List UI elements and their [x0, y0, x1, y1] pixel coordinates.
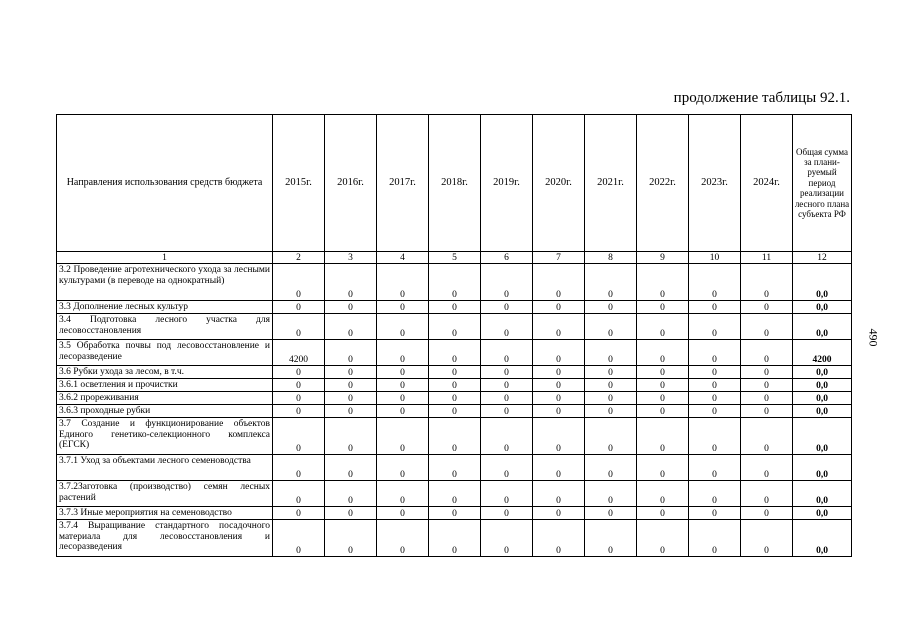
row-total-cell: 4200: [793, 340, 852, 366]
year-value-cell: 0: [377, 455, 429, 481]
year-value-cell: 0: [741, 366, 793, 379]
year-value-cell: 0: [585, 405, 637, 418]
column-number: 11: [741, 252, 793, 264]
year-value-cell: 0: [533, 507, 585, 520]
year-value-cell: 0: [533, 366, 585, 379]
column-number-row: [57, 252, 852, 264]
year-value-cell: 0: [325, 379, 377, 392]
year-value-cell: 0: [637, 405, 689, 418]
header-year: 2022г.: [637, 115, 689, 252]
row-total-cell: 0,0: [793, 301, 852, 314]
year-value-cell: 0: [325, 520, 377, 557]
year-value-cell: 0: [689, 264, 741, 301]
header-year: 2023г.: [689, 115, 741, 252]
header-year: 2020г.: [533, 115, 585, 252]
year-value-cell: 0: [533, 455, 585, 481]
table-continuation-caption: продолжение таблицы 92.1.: [673, 90, 850, 106]
year-value-cell: 0: [741, 301, 793, 314]
year-value-cell: 0: [689, 379, 741, 392]
header-year: 2016г.: [325, 115, 377, 252]
year-value-cell: 0: [273, 379, 325, 392]
header-year: 2015г.: [273, 115, 325, 252]
row-direction-label: 3.6.3 проходные рубки: [57, 405, 273, 418]
year-value-cell: 0: [637, 379, 689, 392]
year-value-cell: 0: [377, 264, 429, 301]
column-number: 3: [325, 252, 377, 264]
year-value-cell: 0: [533, 301, 585, 314]
table-row: [57, 392, 852, 405]
year-value-cell: 0: [325, 455, 377, 481]
year-value-cell: 0: [637, 455, 689, 481]
year-value-cell: 0: [377, 481, 429, 507]
year-value-cell: 0: [325, 301, 377, 314]
table-row: [57, 481, 852, 507]
year-value-cell: 0: [741, 455, 793, 481]
table-row: [57, 366, 852, 379]
year-value-cell: 0: [481, 520, 533, 557]
year-value-cell: 0: [377, 301, 429, 314]
year-value-cell: 0: [481, 301, 533, 314]
table-row: [57, 379, 852, 392]
year-value-cell: 4200: [273, 340, 325, 366]
year-value-cell: 0: [585, 455, 637, 481]
column-number: 4: [377, 252, 429, 264]
table-row: [57, 340, 852, 366]
page-number: 490: [866, 328, 881, 347]
row-direction-label: 3.6 Рубки ухода за лесом, в т.ч.: [57, 366, 273, 379]
year-value-cell: 0: [273, 481, 325, 507]
year-value-cell: 0: [429, 379, 481, 392]
year-value-cell: 0: [637, 340, 689, 366]
year-value-cell: 0: [273, 264, 325, 301]
year-value-cell: 0: [325, 481, 377, 507]
year-value-cell: 0: [429, 520, 481, 557]
year-value-cell: 0: [689, 392, 741, 405]
year-value-cell: 0: [429, 264, 481, 301]
table-row: [57, 520, 852, 557]
year-value-cell: 0: [689, 314, 741, 340]
year-value-cell: 0: [689, 418, 741, 455]
year-value-cell: 0: [481, 405, 533, 418]
row-direction-label: 3.7 Создание и функционирование объектов Единого генетико-селекционного комплекса (ЕГСК): [57, 418, 273, 455]
year-value-cell: 0: [637, 264, 689, 301]
row-direction-label: 3.6.2 прореживания: [57, 392, 273, 405]
year-value-cell: 0: [273, 392, 325, 405]
header-row: [57, 115, 852, 252]
year-value-cell: 0: [637, 366, 689, 379]
table-row: [57, 314, 852, 340]
year-value-cell: 0: [585, 520, 637, 557]
year-value-cell: 0: [585, 314, 637, 340]
table-row: [57, 507, 852, 520]
year-value-cell: 0: [325, 392, 377, 405]
year-value-cell: 0: [325, 405, 377, 418]
year-value-cell: 0: [741, 418, 793, 455]
year-value-cell: 0: [637, 301, 689, 314]
column-number: 12: [793, 252, 852, 264]
year-value-cell: 0: [481, 314, 533, 340]
year-value-cell: 0: [429, 301, 481, 314]
table-row: [57, 455, 852, 481]
year-value-cell: 0: [585, 481, 637, 507]
year-value-cell: 0: [741, 314, 793, 340]
year-value-cell: 0: [481, 507, 533, 520]
year-value-cell: 0: [741, 340, 793, 366]
year-value-cell: 0: [689, 405, 741, 418]
header-direction: Направления использования средств бюджета: [57, 115, 273, 252]
year-value-cell: 0: [273, 366, 325, 379]
year-value-cell: 0: [533, 379, 585, 392]
year-value-cell: 0: [429, 366, 481, 379]
table-row: [57, 418, 852, 455]
year-value-cell: 0: [481, 418, 533, 455]
year-value-cell: 0: [637, 520, 689, 557]
year-value-cell: 0: [637, 481, 689, 507]
year-value-cell: 0: [481, 264, 533, 301]
row-direction-label: 3.7.3 Иные мероприятия на семеноводство: [57, 507, 273, 520]
year-value-cell: 0: [585, 366, 637, 379]
header-year: 2021г.: [585, 115, 637, 252]
year-value-cell: 0: [481, 455, 533, 481]
row-total-cell: 0,0: [793, 455, 852, 481]
year-value-cell: 0: [273, 314, 325, 340]
column-number: 6: [481, 252, 533, 264]
year-value-cell: 0: [533, 418, 585, 455]
header-year: 2024г.: [741, 115, 793, 252]
year-value-cell: 0: [325, 264, 377, 301]
year-value-cell: 0: [325, 366, 377, 379]
year-value-cell: 0: [689, 455, 741, 481]
row-total-cell: 0,0: [793, 507, 852, 520]
row-direction-label: 3.3 Дополнение лесных культур: [57, 301, 273, 314]
column-number: 5: [429, 252, 481, 264]
year-value-cell: 0: [689, 481, 741, 507]
year-value-cell: 0: [273, 455, 325, 481]
row-total-cell: 0,0: [793, 379, 852, 392]
year-value-cell: 0: [741, 405, 793, 418]
year-value-cell: 0: [273, 507, 325, 520]
table-row: [57, 301, 852, 314]
budget-table: [56, 114, 852, 557]
year-value-cell: 0: [689, 520, 741, 557]
row-total-cell: 0,0: [793, 366, 852, 379]
year-value-cell: 0: [585, 507, 637, 520]
year-value-cell: 0: [533, 405, 585, 418]
year-value-cell: 0: [585, 301, 637, 314]
row-direction-label: 3.2 Проведение агротехнического ухода за лесными культурами (в переводе на однократный): [57, 264, 273, 301]
year-value-cell: 0: [377, 520, 429, 557]
year-value-cell: 0: [533, 392, 585, 405]
year-value-cell: 0: [429, 314, 481, 340]
year-value-cell: 0: [481, 481, 533, 507]
year-value-cell: 0: [533, 264, 585, 301]
table-row: [57, 264, 852, 301]
row-direction-label: 3.7.2Заготовка (производство) семян лесных растений: [57, 481, 273, 507]
year-value-cell: 0: [273, 301, 325, 314]
year-value-cell: 0: [689, 366, 741, 379]
row-total-cell: 0,0: [793, 314, 852, 340]
year-value-cell: 0: [741, 507, 793, 520]
column-number: 2: [273, 252, 325, 264]
year-value-cell: 0: [325, 340, 377, 366]
column-number: 9: [637, 252, 689, 264]
year-value-cell: 0: [585, 340, 637, 366]
year-value-cell: 0: [585, 264, 637, 301]
year-value-cell: 0: [637, 392, 689, 405]
header-year: 2019г.: [481, 115, 533, 252]
row-total-cell: 0,0: [793, 392, 852, 405]
year-value-cell: 0: [585, 379, 637, 392]
year-value-cell: 0: [377, 405, 429, 418]
year-value-cell: 0: [377, 314, 429, 340]
year-value-cell: 0: [273, 405, 325, 418]
year-value-cell: 0: [637, 418, 689, 455]
year-value-cell: 0: [481, 379, 533, 392]
year-value-cell: 0: [585, 392, 637, 405]
row-total-cell: 0,0: [793, 418, 852, 455]
year-value-cell: 0: [533, 314, 585, 340]
table-body: [57, 252, 852, 557]
year-value-cell: 0: [273, 418, 325, 455]
year-value-cell: 0: [429, 405, 481, 418]
year-value-cell: 0: [741, 520, 793, 557]
year-value-cell: 0: [689, 507, 741, 520]
year-value-cell: 0: [637, 314, 689, 340]
year-value-cell: 0: [377, 366, 429, 379]
row-direction-label: 3.7.4 Выращивание стандартного посадочного материала для лесовосстановления и лесоразведения: [57, 520, 273, 557]
year-value-cell: 0: [481, 340, 533, 366]
header-year: 2018г.: [429, 115, 481, 252]
year-value-cell: 0: [741, 379, 793, 392]
header-total: Общая сумма за плани-руемый период реализации лесного плана субъекта РФ: [793, 115, 852, 252]
year-value-cell: 0: [481, 366, 533, 379]
row-total-cell: 0,0: [793, 264, 852, 301]
year-value-cell: 0: [325, 418, 377, 455]
row-total-cell: 0,0: [793, 405, 852, 418]
year-value-cell: 0: [429, 507, 481, 520]
row-direction-label: 3.6.1 осветления и прочистки: [57, 379, 273, 392]
year-value-cell: 0: [429, 392, 481, 405]
year-value-cell: 0: [429, 455, 481, 481]
year-value-cell: 0: [533, 520, 585, 557]
year-value-cell: 0: [481, 392, 533, 405]
year-value-cell: 0: [273, 520, 325, 557]
year-value-cell: 0: [325, 314, 377, 340]
table-row: [57, 405, 852, 418]
column-number: 1: [57, 252, 273, 264]
year-value-cell: 0: [429, 418, 481, 455]
year-value-cell: 0: [585, 418, 637, 455]
year-value-cell: 0: [429, 340, 481, 366]
year-value-cell: 0: [533, 481, 585, 507]
year-value-cell: 0: [377, 507, 429, 520]
year-value-cell: 0: [377, 418, 429, 455]
column-number: 7: [533, 252, 585, 264]
year-value-cell: 0: [377, 392, 429, 405]
row-total-cell: 0,0: [793, 520, 852, 557]
year-value-cell: 0: [741, 392, 793, 405]
row-direction-label: 3.5 Обработка почвы под лесовосстановление и лесоразведение: [57, 340, 273, 366]
year-value-cell: 0: [689, 301, 741, 314]
row-total-cell: 0,0: [793, 481, 852, 507]
year-value-cell: 0: [377, 340, 429, 366]
year-value-cell: 0: [325, 507, 377, 520]
year-value-cell: 0: [741, 264, 793, 301]
year-value-cell: 0: [741, 481, 793, 507]
year-value-cell: 0: [429, 481, 481, 507]
year-value-cell: 0: [377, 379, 429, 392]
year-value-cell: 0: [533, 340, 585, 366]
column-number: 10: [689, 252, 741, 264]
column-number: 8: [585, 252, 637, 264]
row-direction-label: 3.4 Подготовка лесного участка для лесовосстановления: [57, 314, 273, 340]
row-direction-label: 3.7.1 Уход за объектами лесного семеноводства: [57, 455, 273, 481]
header-year: 2017г.: [377, 115, 429, 252]
year-value-cell: 0: [637, 507, 689, 520]
year-value-cell: 0: [689, 340, 741, 366]
